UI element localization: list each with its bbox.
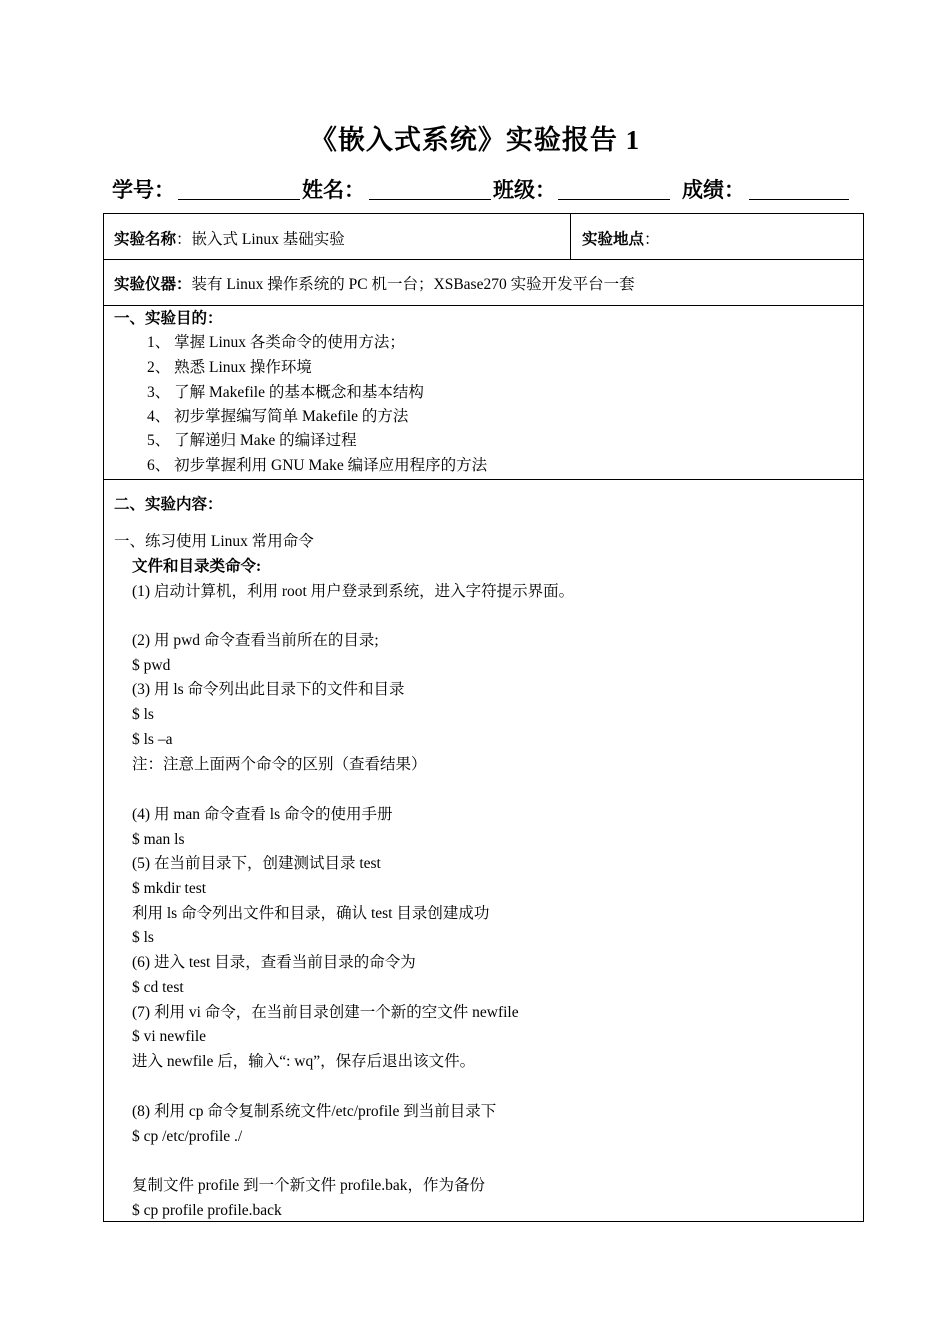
content-line: (5) 在当前目录下，创建测试目录 test — [132, 855, 381, 872]
content-line: (2) 用 pwd 命令查看当前所在的目录; — [132, 632, 379, 649]
experiment-name-separator: ： — [176, 231, 192, 248]
experiment-name-value: 嵌入式 Linux 基础实验 — [191, 231, 345, 248]
grade-field[interactable] — [749, 199, 849, 200]
experiment-name-cell — [114, 227, 345, 249]
report-table — [103, 213, 864, 1222]
row-divider — [104, 259, 863, 260]
command-line: $ cp profile profile.back — [132, 1202, 282, 1219]
content-line: (1) 启动计算机，利用 root 用户登录到系统，进入字符提示界面。 — [132, 583, 575, 600]
location-label: 实验地点 — [582, 231, 645, 248]
content-line: (7) 利用 vi 命令，在当前目录创建一个新的空文件 newfile — [132, 1004, 519, 1021]
command-line: $ ls — [132, 706, 154, 723]
command-line: $ cd test — [132, 979, 184, 996]
equipment-cell — [114, 272, 635, 294]
content-line: 一、练习使用 Linux 常用命令 — [114, 533, 314, 550]
command-line: $ ls — [132, 929, 154, 946]
experiment-name-label: 实验名称 — [114, 231, 177, 248]
purpose-item: 1、 掌握 Linux 各类命令的使用方法； — [147, 334, 405, 351]
column-divider — [570, 214, 571, 259]
content-line: (3) 用 ls 命令列出此目录下的文件和目录 — [132, 681, 405, 698]
content-line: (8) 利用 cp 命令复制系统文件/etc/profile 到当前目录下 — [132, 1103, 497, 1120]
row-divider — [104, 479, 863, 480]
content-line: 复制文件 profile 到一个新文件 profile.bak，作为备份 — [132, 1177, 486, 1194]
purpose-heading: 一、实验目的： — [114, 310, 223, 327]
content-line: 进入 newfile 后，输入“: wq”，保存后退出该文件。 — [132, 1053, 476, 1070]
command-line: $ mkdir test — [132, 880, 207, 897]
class-field[interactable] — [558, 199, 670, 200]
student-id-label: 学号： — [112, 178, 175, 202]
class-label: 班级： — [493, 178, 556, 202]
name-field[interactable] — [369, 199, 491, 200]
student-id-field[interactable] — [178, 199, 300, 200]
purpose-item: 3、 了解 Makefile 的基本概念和基本结构 — [147, 384, 424, 401]
command-line: $ vi newfile — [132, 1028, 207, 1045]
equipment-value: 装有 Linux 操作系统的 PC 机一台；XSBase270 实验开发平台一套 — [191, 276, 635, 293]
purpose-item: 6、 初步掌握利用 GNU Make 编译应用程序的方法 — [147, 457, 488, 474]
name-label: 姓名： — [302, 178, 365, 202]
equipment-separator: ： — [176, 276, 192, 293]
content-line: (4) 用 man 命令查看 ls 命令的使用手册 — [132, 806, 393, 823]
grade-label: 成绩： — [682, 178, 745, 202]
location-cell — [582, 227, 660, 249]
content-line: (6) 进入 test 目录，查看当前目录的命令为 — [132, 954, 416, 971]
purpose-item: 5、 了解递归 Make 的编译过程 — [147, 432, 357, 449]
report-title: 《嵌入式系统》实验报告 1 — [309, 125, 641, 155]
content-line: 利用 ls 命令列出文件和目录，确认 test 目录创建成功 — [132, 905, 490, 922]
content-subheading: 文件和目录类命令: — [132, 558, 262, 575]
equipment-label: 实验仪器 — [114, 276, 177, 293]
note-line: 注：注意上面两个命令的区别（查看结果） — [132, 756, 427, 773]
location-separator: ： — [644, 231, 660, 248]
command-line: $ pwd — [132, 657, 171, 674]
purpose-item: 2、 熟悉 Linux 操作环境 — [147, 359, 312, 376]
student-info-row — [112, 174, 852, 202]
content-heading: 二、实验内容： — [114, 496, 223, 513]
command-line: $ ls –a — [132, 731, 173, 748]
command-line: $ cp /etc/profile ./ — [132, 1128, 243, 1145]
row-divider — [104, 305, 863, 306]
command-line: $ man ls — [132, 831, 185, 848]
purpose-item: 4、 初步掌握编写简单 Makefile 的方法 — [147, 408, 409, 425]
